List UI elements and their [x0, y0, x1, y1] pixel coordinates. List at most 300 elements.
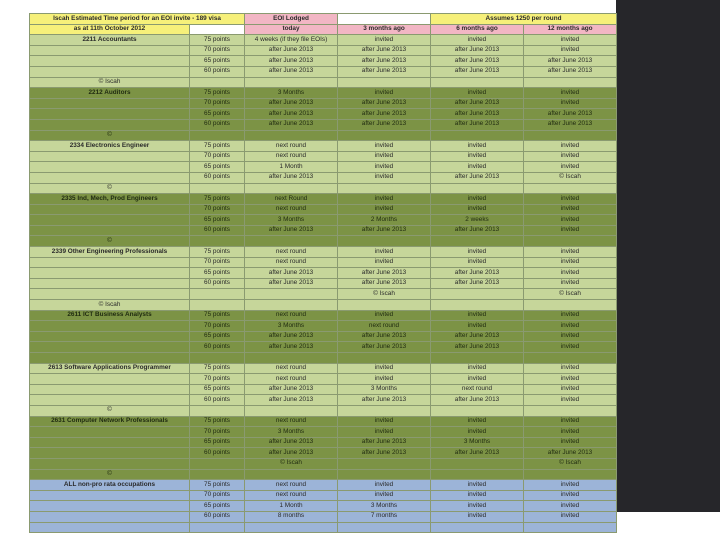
- table-row: [30, 194, 617, 205]
- points-cell: 65 points: [190, 162, 245, 173]
- status-cell: invited: [524, 437, 617, 448]
- status-cell: invited: [338, 151, 431, 162]
- points-cell: 70 points: [190, 257, 245, 268]
- status-cell: after June 2013: [338, 56, 431, 67]
- table-row: [30, 310, 617, 321]
- header-blank-2: [190, 24, 245, 35]
- status-cell: next round: [245, 257, 338, 268]
- table-row: [30, 416, 617, 427]
- status-cell: [431, 289, 524, 300]
- status-cell: invited: [524, 384, 617, 395]
- status-cell: invited: [524, 141, 617, 152]
- table-row: [30, 300, 617, 311]
- status-cell: next round: [338, 321, 431, 332]
- occupation-spacer: [30, 384, 190, 395]
- status-cell: after June 2013: [245, 268, 338, 279]
- table-row: [30, 162, 617, 173]
- occupation-name: 2212 Auditors: [30, 88, 190, 99]
- header-blank: [338, 14, 431, 25]
- status-cell: after June 2013: [431, 98, 524, 109]
- points-cell: 65 points: [190, 109, 245, 120]
- status-cell: © Iscah: [524, 289, 617, 300]
- status-cell: invited: [338, 247, 431, 258]
- occupation-name: 2631 Computer Network Professionals: [30, 416, 190, 427]
- table-row: [30, 511, 617, 522]
- occupation-name: 2211 Accountants: [30, 35, 190, 46]
- occupation-name: 2611 ICT Business Analysts: [30, 310, 190, 321]
- status-cell: [524, 236, 617, 247]
- occupation-spacer: [30, 56, 190, 67]
- table-row: [30, 490, 617, 501]
- status-cell: invited: [431, 162, 524, 173]
- status-cell: invited: [338, 204, 431, 215]
- occupation-spacer: [30, 278, 190, 289]
- table-row: [30, 437, 617, 448]
- status-cell: next round: [245, 374, 338, 385]
- occupation-spacer: [30, 331, 190, 342]
- table-row: [30, 257, 617, 268]
- status-cell: invited: [524, 225, 617, 236]
- status-cell: invited: [338, 427, 431, 438]
- status-cell: [245, 522, 338, 533]
- status-cell: next round: [431, 384, 524, 395]
- points-cell: [190, 289, 245, 300]
- status-cell: after June 2013: [338, 98, 431, 109]
- points-cell: 75 points: [190, 247, 245, 258]
- status-cell: invited: [524, 204, 617, 215]
- status-cell: after June 2013: [245, 225, 338, 236]
- table-row: [30, 268, 617, 279]
- status-cell: 1 Month: [245, 501, 338, 512]
- status-cell: after June 2013: [338, 109, 431, 120]
- status-cell: after June 2013: [338, 225, 431, 236]
- status-cell: invited: [524, 162, 617, 173]
- status-cell: after June 2013: [431, 45, 524, 56]
- status-cell: after June 2013: [431, 448, 524, 459]
- status-cell: after June 2013: [338, 395, 431, 406]
- status-cell: after June 2013: [245, 109, 338, 120]
- status-cell: invited: [524, 363, 617, 374]
- status-cell: invited: [338, 363, 431, 374]
- status-cell: after June 2013: [431, 395, 524, 406]
- status-cell: invited: [524, 480, 617, 491]
- table-row: [30, 77, 617, 88]
- status-cell: 1 Month: [245, 162, 338, 173]
- points-cell: 75 points: [190, 310, 245, 321]
- status-cell: after June 2013: [431, 225, 524, 236]
- occupation-spacer: [30, 437, 190, 448]
- status-cell: after June 2013: [524, 119, 617, 130]
- status-cell: invited: [524, 215, 617, 226]
- points-cell: [190, 236, 245, 247]
- sheet-subtitle: as at 11th October 2012: [30, 24, 190, 35]
- status-cell: after June 2013: [338, 119, 431, 130]
- status-cell: after June 2013: [524, 109, 617, 120]
- points-cell: 75 points: [190, 416, 245, 427]
- status-cell: [524, 405, 617, 416]
- status-cell: invited: [431, 88, 524, 99]
- status-cell: [338, 458, 431, 469]
- points-cell: 65 points: [190, 56, 245, 67]
- occupation-spacer: [30, 511, 190, 522]
- status-cell: invited: [338, 35, 431, 46]
- points-cell: 70 points: [190, 45, 245, 56]
- table-row: [30, 35, 617, 46]
- points-cell: 60 points: [190, 278, 245, 289]
- status-cell: after June 2013: [431, 109, 524, 120]
- status-cell: after June 2013: [431, 172, 524, 183]
- table-row: [30, 109, 617, 120]
- sheet-title: Iscah Estimated Time period for an EOI invite - 189 visa: [30, 14, 245, 25]
- status-cell: after June 2013: [431, 119, 524, 130]
- status-cell: after June 2013: [245, 395, 338, 406]
- points-cell: [190, 183, 245, 194]
- points-cell: 65 points: [190, 215, 245, 226]
- occupation-spacer: [30, 458, 190, 469]
- header-row-1: [30, 14, 617, 25]
- table-row: [30, 278, 617, 289]
- status-cell: after June 2013: [338, 342, 431, 353]
- table-row: [30, 130, 617, 141]
- points-cell: [190, 405, 245, 416]
- status-cell: invited: [431, 151, 524, 162]
- table-row: [30, 384, 617, 395]
- status-cell: invited: [338, 416, 431, 427]
- status-cell: after June 2013: [338, 437, 431, 448]
- table-row: [30, 204, 617, 215]
- status-cell: © Iscah: [338, 289, 431, 300]
- status-cell: [245, 236, 338, 247]
- table-row: [30, 172, 617, 183]
- table-row: [30, 236, 617, 247]
- points-cell: [190, 130, 245, 141]
- dark-side-panel: [616, 0, 720, 512]
- status-cell: [338, 77, 431, 88]
- status-cell: 3 Months: [338, 384, 431, 395]
- points-cell: 65 points: [190, 437, 245, 448]
- col-header-12-months: 12 months ago: [524, 24, 617, 35]
- table-row: [30, 480, 617, 491]
- status-cell: [338, 300, 431, 311]
- points-cell: 60 points: [190, 225, 245, 236]
- status-cell: next round: [245, 416, 338, 427]
- table-row: [30, 522, 617, 533]
- status-cell: [431, 458, 524, 469]
- status-cell: invited: [524, 151, 617, 162]
- status-cell: [524, 469, 617, 480]
- points-cell: 75 points: [190, 480, 245, 491]
- status-cell: invited: [431, 511, 524, 522]
- occupation-name: 2339 Other Engineering Professionals: [30, 247, 190, 258]
- table-row: [30, 88, 617, 99]
- status-cell: invited: [431, 480, 524, 491]
- table-row: [30, 183, 617, 194]
- occupation-spacer: [30, 119, 190, 130]
- status-cell: © Iscah: [524, 172, 617, 183]
- col-header-today: today: [245, 24, 338, 35]
- status-cell: [524, 522, 617, 533]
- status-cell: [245, 300, 338, 311]
- points-cell: 75 points: [190, 363, 245, 374]
- points-cell: 75 points: [190, 35, 245, 46]
- status-cell: [245, 353, 338, 364]
- status-cell: [431, 130, 524, 141]
- status-cell: 3 Months: [245, 321, 338, 332]
- status-cell: invited: [431, 363, 524, 374]
- status-cell: invited: [524, 416, 617, 427]
- table-row: [30, 247, 617, 258]
- status-cell: invited: [524, 268, 617, 279]
- status-cell: after June 2013: [524, 66, 617, 77]
- status-cell: invited: [524, 247, 617, 258]
- occupation-spacer: [30, 109, 190, 120]
- points-cell: 75 points: [190, 194, 245, 205]
- table-row: [30, 66, 617, 77]
- status-cell: after June 2013: [245, 45, 338, 56]
- copyright-tag: [30, 522, 190, 533]
- points-cell: 60 points: [190, 448, 245, 459]
- status-cell: after June 2013: [245, 437, 338, 448]
- status-cell: invited: [524, 98, 617, 109]
- occupation-spacer: [30, 225, 190, 236]
- status-cell: after June 2013: [431, 342, 524, 353]
- status-cell: 2 weeks: [431, 215, 524, 226]
- copyright-tag: ©: [30, 236, 190, 247]
- status-cell: [245, 289, 338, 300]
- status-cell: invited: [431, 416, 524, 427]
- table-row: [30, 45, 617, 56]
- occupation-spacer: [30, 98, 190, 109]
- table-row: [30, 374, 617, 385]
- status-cell: [338, 405, 431, 416]
- status-cell: invited: [524, 194, 617, 205]
- occupation-spacer: [30, 395, 190, 406]
- status-cell: invited: [338, 172, 431, 183]
- status-cell: invited: [524, 257, 617, 268]
- table-row: [30, 331, 617, 342]
- points-cell: [190, 300, 245, 311]
- status-cell: © Iscah: [524, 458, 617, 469]
- status-cell: [431, 77, 524, 88]
- status-cell: after June 2013: [524, 56, 617, 67]
- occupation-spacer: [30, 66, 190, 77]
- table-row: [30, 289, 617, 300]
- status-cell: after June 2013: [245, 278, 338, 289]
- table-row: [30, 342, 617, 353]
- occupation-spacer: [30, 448, 190, 459]
- col-header-6-months: 6 months ago: [431, 24, 524, 35]
- status-cell: 3 Months: [245, 427, 338, 438]
- status-cell: after June 2013: [245, 98, 338, 109]
- occupation-name: 2335 Ind, Mech, Prod Engineers: [30, 194, 190, 205]
- status-cell: 3 Months: [431, 437, 524, 448]
- occupation-spacer: [30, 215, 190, 226]
- status-cell: [245, 469, 338, 480]
- status-cell: 3 Months: [245, 215, 338, 226]
- status-cell: 3 Months: [338, 501, 431, 512]
- status-cell: next round: [245, 480, 338, 491]
- status-cell: [338, 353, 431, 364]
- status-cell: after June 2013: [245, 66, 338, 77]
- status-cell: after June 2013: [338, 331, 431, 342]
- status-cell: after June 2013: [338, 66, 431, 77]
- status-cell: after June 2013: [245, 384, 338, 395]
- points-cell: 70 points: [190, 321, 245, 332]
- status-cell: [431, 353, 524, 364]
- status-cell: [245, 405, 338, 416]
- status-cell: next round: [245, 310, 338, 321]
- copyright-tag: ©: [30, 130, 190, 141]
- copyright-tag: © Iscah: [30, 300, 190, 311]
- status-cell: invited: [524, 278, 617, 289]
- status-cell: after June 2013: [245, 448, 338, 459]
- status-cell: 2 Months: [338, 215, 431, 226]
- status-cell: next round: [245, 363, 338, 374]
- status-cell: [245, 183, 338, 194]
- spreadsheet: [29, 13, 616, 533]
- points-cell: 60 points: [190, 342, 245, 353]
- occupation-spacer: [30, 342, 190, 353]
- copyright-tag: ©: [30, 183, 190, 194]
- status-cell: next round: [245, 141, 338, 152]
- table-row: [30, 363, 617, 374]
- table-row: [30, 56, 617, 67]
- assumes-note: Assumes 1250 per round: [431, 14, 617, 25]
- occupation-spacer: [30, 289, 190, 300]
- status-cell: [524, 353, 617, 364]
- points-cell: 70 points: [190, 204, 245, 215]
- status-cell: [431, 236, 524, 247]
- points-cell: 70 points: [190, 151, 245, 162]
- table-row: [30, 395, 617, 406]
- status-cell: next round: [245, 151, 338, 162]
- status-cell: 3 Months: [245, 88, 338, 99]
- status-cell: invited: [338, 257, 431, 268]
- status-cell: invited: [431, 35, 524, 46]
- status-cell: invited: [524, 501, 617, 512]
- points-cell: [190, 458, 245, 469]
- status-cell: invited: [524, 331, 617, 342]
- status-cell: invited: [524, 321, 617, 332]
- status-cell: after June 2013: [431, 268, 524, 279]
- points-cell: 65 points: [190, 331, 245, 342]
- status-cell: [245, 77, 338, 88]
- points-cell: 75 points: [190, 141, 245, 152]
- status-cell: invited: [431, 141, 524, 152]
- occupation-spacer: [30, 490, 190, 501]
- status-cell: invited: [524, 45, 617, 56]
- status-cell: invited: [431, 501, 524, 512]
- header-row-2: [30, 24, 617, 35]
- status-cell: after June 2013: [431, 278, 524, 289]
- status-cell: after June 2013: [431, 331, 524, 342]
- points-cell: [190, 353, 245, 364]
- status-cell: invited: [431, 257, 524, 268]
- eoi-lodged-label: EOI Lodged: [245, 14, 338, 25]
- status-cell: after June 2013: [245, 172, 338, 183]
- occupation-spacer: [30, 321, 190, 332]
- status-cell: [338, 183, 431, 194]
- points-cell: 60 points: [190, 66, 245, 77]
- status-cell: 4 weeks (if they file EOIs): [245, 35, 338, 46]
- status-cell: 8 months: [245, 511, 338, 522]
- table-row: [30, 119, 617, 130]
- status-cell: invited: [431, 310, 524, 321]
- points-cell: [190, 522, 245, 533]
- status-cell: invited: [524, 310, 617, 321]
- status-cell: invited: [338, 194, 431, 205]
- status-cell: next round: [245, 490, 338, 501]
- occupation-spacer: [30, 204, 190, 215]
- status-cell: invited: [338, 490, 431, 501]
- status-cell: after June 2013: [245, 119, 338, 130]
- occupation-spacer: [30, 374, 190, 385]
- copyright-tag: ©: [30, 405, 190, 416]
- points-cell: 70 points: [190, 98, 245, 109]
- points-cell: 70 points: [190, 374, 245, 385]
- points-cell: [190, 77, 245, 88]
- status-cell: after June 2013: [338, 45, 431, 56]
- points-cell: 60 points: [190, 172, 245, 183]
- status-cell: after June 2013: [431, 56, 524, 67]
- table-row: [30, 151, 617, 162]
- status-cell: [524, 77, 617, 88]
- status-cell: invited: [338, 374, 431, 385]
- status-cell: invited: [524, 35, 617, 46]
- status-cell: after June 2013: [338, 448, 431, 459]
- status-cell: [524, 300, 617, 311]
- status-cell: after June 2013: [245, 331, 338, 342]
- table-row: [30, 448, 617, 459]
- status-cell: invited: [338, 162, 431, 173]
- occupation-spacer: [30, 268, 190, 279]
- status-cell: invited: [431, 374, 524, 385]
- status-cell: after June 2013: [524, 448, 617, 459]
- status-cell: invited: [431, 427, 524, 438]
- points-cell: 65 points: [190, 501, 245, 512]
- status-cell: next round: [245, 204, 338, 215]
- status-cell: [245, 130, 338, 141]
- status-cell: invited: [338, 141, 431, 152]
- status-cell: [524, 183, 617, 194]
- points-cell: 75 points: [190, 88, 245, 99]
- table-row: [30, 98, 617, 109]
- table-row: [30, 321, 617, 332]
- status-cell: invited: [524, 342, 617, 353]
- table-row: [30, 353, 617, 364]
- status-cell: [338, 522, 431, 533]
- table-row: [30, 141, 617, 152]
- status-cell: invited: [431, 247, 524, 258]
- copyright-tag: ©: [30, 469, 190, 480]
- points-cell: 70 points: [190, 490, 245, 501]
- status-cell: after June 2013: [245, 342, 338, 353]
- points-cell: 70 points: [190, 427, 245, 438]
- occupation-spacer: [30, 257, 190, 268]
- status-cell: invited: [338, 88, 431, 99]
- occupation-spacer: [30, 162, 190, 173]
- status-cell: [338, 469, 431, 480]
- occupation-name: 2613 Software Applications Programmer: [30, 363, 190, 374]
- status-cell: © Iscah: [245, 458, 338, 469]
- status-cell: invited: [524, 374, 617, 385]
- occupation-spacer: [30, 45, 190, 56]
- status-cell: invited: [431, 321, 524, 332]
- status-cell: [524, 130, 617, 141]
- status-cell: [338, 236, 431, 247]
- occupation-name: ALL non-pro rata occupations: [30, 480, 190, 491]
- points-cell: 60 points: [190, 119, 245, 130]
